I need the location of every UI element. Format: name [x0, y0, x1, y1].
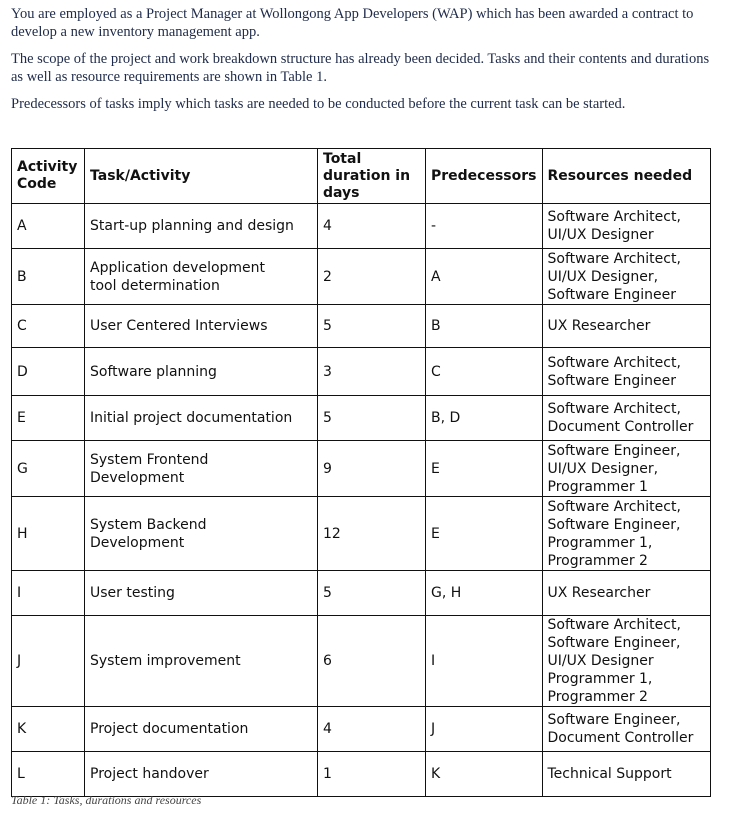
table-row	[12, 204, 711, 249]
cell-activity-code: C	[12, 305, 85, 348]
intro-paragraph-3: Predecessors of tasks imply which tasks are needed to be conducted before the current task can be started.	[11, 96, 626, 112]
cell-activity-code: H	[12, 497, 85, 571]
cell-task: Project documentation	[85, 707, 318, 752]
cell-resources: Technical Support	[542, 752, 711, 797]
cell-resources: Software Architect, Software Engineer	[542, 348, 711, 396]
cell-predecessors: G, H	[426, 571, 543, 616]
cell-activity-code: D	[12, 348, 85, 396]
cell-activity-code: J	[12, 616, 85, 707]
table-row	[12, 616, 711, 707]
cell-resources: Software Engineer, Document Controller	[542, 707, 711, 752]
cell-predecessors: E	[426, 441, 543, 497]
header-activity-code: Activity Code	[12, 149, 85, 204]
cell-resources: Software Architect, UI/UX Designer	[542, 204, 711, 249]
cell-predecessors: E	[426, 497, 543, 571]
cell-duration: 5	[318, 571, 426, 616]
cell-predecessors: A	[426, 249, 543, 305]
cell-duration: 5	[318, 305, 426, 348]
cell-activity-code: A	[12, 204, 85, 249]
header-resources: Resources needed	[542, 149, 711, 204]
cell-resources: Software Architect, Software Engineer, UI/UX Designer Programmer 1, Programmer 2	[542, 616, 711, 707]
table-row	[12, 497, 711, 571]
cell-activity-code: G	[12, 441, 85, 497]
cell-task: Project handover	[85, 752, 318, 797]
table-row	[12, 441, 711, 497]
cell-resources: Software Architect, Document Controller	[542, 396, 711, 441]
table-row	[12, 571, 711, 616]
table-row	[12, 348, 711, 396]
cell-duration: 4	[318, 204, 426, 249]
cell-resources: Software Architect, Software Engineer, Programmer 1, Programmer 2	[542, 497, 711, 571]
cell-duration: 9	[318, 441, 426, 497]
cell-duration: 1	[318, 752, 426, 797]
intro-paragraph-2: The scope of the project and work breakdown structure has already been decided. Tasks and their contents and durations as well as resource requirements are shown in Table 1.	[11, 51, 710, 85]
cell-activity-code: K	[12, 707, 85, 752]
cell-predecessors: -	[426, 204, 543, 249]
cell-resources: UX Researcher	[542, 305, 711, 348]
table-row	[12, 396, 711, 441]
header-task-activity: Task/Activity	[85, 149, 318, 204]
cell-resources: Software Engineer, UI/UX Designer, Programmer 1	[542, 441, 711, 497]
cell-predecessors: K	[426, 752, 543, 797]
cell-predecessors: J	[426, 707, 543, 752]
cell-activity-code: L	[12, 752, 85, 797]
cell-duration: 6	[318, 616, 426, 707]
cell-duration: 3	[318, 348, 426, 396]
cell-activity-code: B	[12, 249, 85, 305]
cell-task: Application development tool determination	[85, 249, 318, 305]
cell-predecessors: B	[426, 305, 543, 348]
cell-resources: Software Architect, UI/UX Designer, Software Engineer	[542, 249, 711, 305]
cell-duration: 4	[318, 707, 426, 752]
cell-activity-code: E	[12, 396, 85, 441]
cell-task: System Backend Development	[85, 497, 318, 571]
cell-task: System Frontend Development	[85, 441, 318, 497]
cell-predecessors: I	[426, 616, 543, 707]
cell-task: User testing	[85, 571, 318, 616]
cell-task: Start-up planning and design	[85, 204, 318, 249]
table-header-row	[12, 149, 711, 204]
intro-text	[11, 5, 711, 122]
header-duration: Total duration in days	[318, 149, 426, 204]
intro-paragraph-1: You are employed as a Project Manager at Wollongong App Developers (WAP) which has been awarded a contract to develop a new inventory management app.	[11, 6, 694, 40]
table-row	[12, 305, 711, 348]
cell-task: User Centered Interviews	[85, 305, 318, 348]
header-predecessors: Predecessors	[426, 149, 543, 204]
cell-task: System improvement	[85, 616, 318, 707]
cell-duration: 2	[318, 249, 426, 305]
cell-predecessors: C	[426, 348, 543, 396]
cell-duration: 12	[318, 497, 426, 571]
tasks-table	[11, 148, 711, 797]
table-row	[12, 752, 711, 797]
cell-activity-code: I	[12, 571, 85, 616]
cell-duration: 5	[318, 396, 426, 441]
cell-task: Software planning	[85, 348, 318, 396]
cell-resources: UX Researcher	[542, 571, 711, 616]
cell-predecessors: B, D	[426, 396, 543, 441]
table-row	[12, 249, 711, 305]
table-row	[12, 707, 711, 752]
table-caption: Table 1: Tasks, durations and resources	[11, 793, 202, 807]
cell-task: Initial project documentation	[85, 396, 318, 441]
